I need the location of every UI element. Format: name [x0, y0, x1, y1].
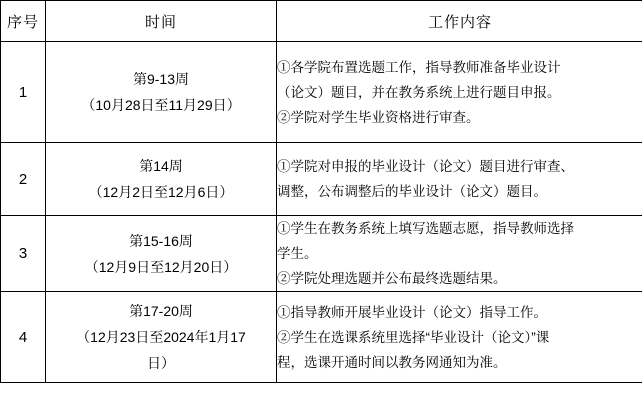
work-line: 学生。	[277, 246, 318, 261]
row-work-content	[277, 143, 642, 216]
table-row	[1, 292, 642, 383]
work-line: 程，选课开通时间以教务网通知为准。	[277, 354, 507, 370]
row-work-content	[277, 42, 642, 143]
time-line: 第15-16周	[129, 232, 193, 249]
table-row	[1, 143, 642, 216]
work-line: ②学院处理选题并公布最终选题结果。	[277, 271, 507, 286]
work-line: ①各学院布置选题工作，指导教师准备毕业设计	[277, 59, 561, 75]
work-line: 调整，公布调整后的毕业设计（论文）题目。	[277, 184, 547, 199]
time-line: 第17-20周	[129, 303, 193, 319]
column-header-work: 工作内容	[277, 1, 642, 42]
work-line: ①学院对申报的毕业设计（论文）题目进行审查、	[277, 159, 574, 174]
time-line: （12月23日至2024年1月17	[76, 329, 246, 345]
time-line: 第14周	[139, 158, 183, 174]
table-row	[1, 42, 642, 143]
row-time	[46, 143, 277, 216]
column-header-no: 序号	[1, 1, 46, 42]
work-line: ①学生在教务系统上填写选题志愿，指导教师选择	[277, 221, 574, 236]
row-time	[46, 42, 277, 143]
work-line: ②学院对学生毕业资格进行审查。	[277, 109, 480, 125]
row-work-content	[277, 292, 642, 383]
row-number: 3	[1, 216, 46, 292]
time-line: （10月28日至11月29日）	[81, 97, 241, 113]
row-work-content	[277, 216, 642, 292]
row-number: 4	[1, 292, 46, 383]
work-line: ①指导教师开展毕业设计（论文）指导工作。	[277, 304, 547, 320]
table-header-row	[1, 1, 642, 42]
table-row	[1, 216, 642, 292]
time-line: （12月2日至12月6日）	[88, 184, 234, 200]
column-header-time: 时间	[46, 1, 277, 42]
time-line: 第9-13周	[132, 71, 190, 87]
work-line: ②学生在选课系统里选择“毕业设计（论文）”课	[277, 329, 550, 345]
row-number: 2	[1, 143, 46, 216]
time-line: （12月9日至12月20日）	[84, 258, 238, 275]
time-line: 日）	[147, 355, 175, 371]
work-line: （论文）题目，并在教务系统上进行题目申报。	[277, 84, 561, 100]
row-time	[46, 216, 277, 292]
row-time	[46, 292, 277, 383]
row-number: 1	[1, 42, 46, 143]
